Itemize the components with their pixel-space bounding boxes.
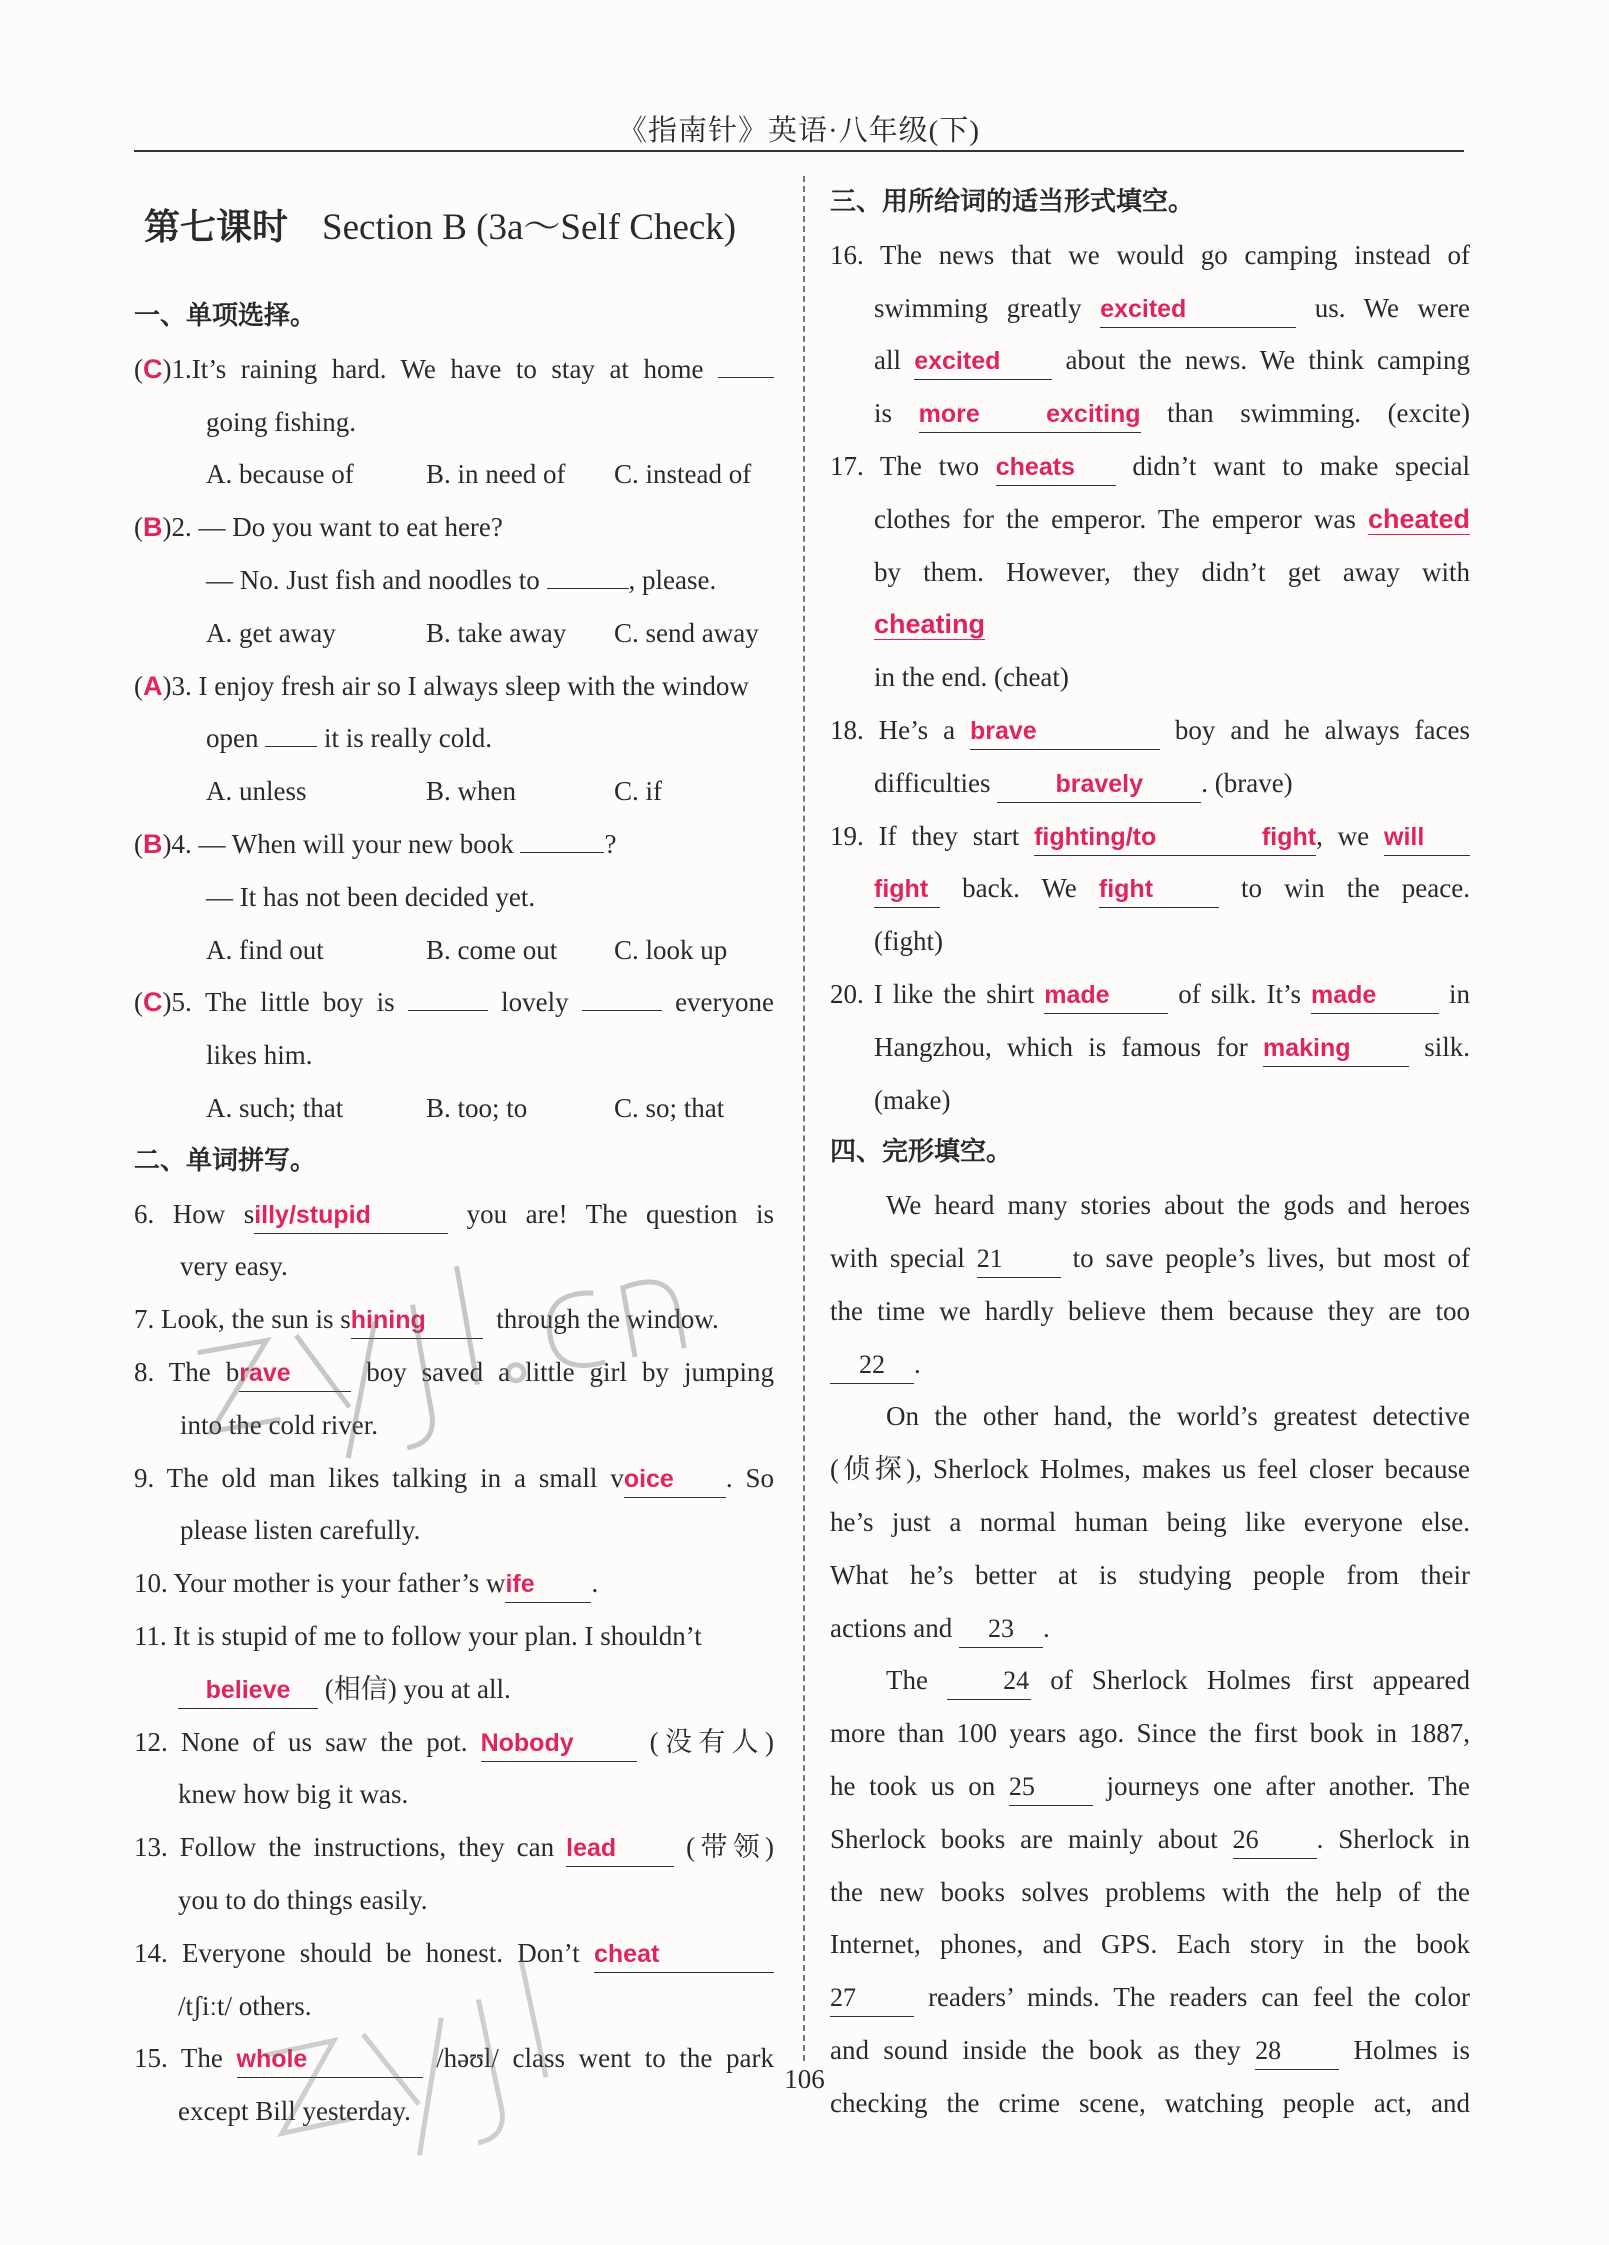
section-title-1: 一、单项选择。 (134, 301, 317, 331)
question-8: 8. The brave boy saved a little girl by jumping into the cold river. (134, 1356, 775, 1440)
question-12: 12. None of us saw the pot. Nobody (没有人) knew how big it was. (134, 1726, 775, 1810)
question-4: (B)4. — When will your new book ? — It has not been decided yet. A. find out B. come out C. look up (134, 828, 728, 965)
section-title-4: 四、完形填空。 (830, 1137, 1013, 1168)
question-15: 15. The whole /həʊl/ class went to the park except Bill yesterday. (134, 2043, 774, 2127)
question-10: 10. Your mother is your father’s wife . (134, 1557, 774, 1610)
section-title-3: 三、用所给词的适当形式填空。 (830, 187, 1195, 217)
question-13: 13. Follow the instructions, they can lead (带领) you to do things easily. (134, 1832, 774, 1915)
left-column (134, 176, 774, 2138)
question-5: (C)5. The little boy is lovely everyone likes him. A. such; that B. too; to C. so; that (134, 987, 775, 1123)
question-14: 14. Everyone should be honest. Don’t cheat /tʃiːt/ others. (134, 1927, 774, 2033)
question-3: (A)3. I enjoy fresh air so I always sleep with the window open it is really cold. A. unless B. when C. if (134, 670, 749, 807)
page-number: 106 (784, 2064, 825, 2094)
question-11: 11. It is stupid of me to follow your plan. I shouldn’t believe (相信) you at all. (134, 1610, 774, 1716)
watermark-graphic (180, 1180, 820, 1500)
question-6: 6. How silly/stupid you are! The question is very easy. (134, 1198, 774, 1282)
question-16: 16. The news that we would go camping instead of swimming greatly excited us. We were all excited about the news. We think camping is more exciting than swimming. (excite) (830, 229, 1470, 440)
cloze-paragraph-3: The 24 of Sherlock Holmes first appeared more than 100 years ago. Since the first book in 1887, he took us on 25 journeys one after another. The Sherlock books are mainly about 26 . Sherlock in the new books solves problems with the help of the Internet, phones, and GPS. Each story in the book 27 readers’ minds. The readers can feel the color and sound inside the book as they 28 Holmes is checking the crime scene, watching people act, and (830, 1665, 1471, 2118)
watermark-graphic-2 (250, 1940, 810, 2160)
lesson-title: 第七课时 Section B (3a～Self Check) (144, 207, 737, 248)
question-19: 19. If they start fighting/to fight, we will fight back. We fight to win the peace. (fight) (830, 820, 1470, 957)
right-column (830, 176, 1470, 2129)
cloze-paragraph-1: We heard many stories about the gods and heroes with special 21 to save people’s lives, but most of the time we hardly believe them because they are too 22 . (830, 1179, 1470, 1390)
question-9: 9. The old man likes talking in a small voice . So please listen carefully. (134, 1462, 774, 1546)
question-1: (C)1. It’s raining hard. We have to stay at home going fishing. A. because of B. in need of C. instead of (134, 343, 774, 501)
header-rule (134, 150, 1464, 152)
cloze-paragraph-2: On the other hand, the world’s greatest detective (侦探), Sherlock Holmes, makes us feel closer because he’s just a normal human being like everyone else. What he’s better at is studying people from their actions and 23 . (830, 1390, 1470, 1654)
section-title-2: 二、单词拼写。 (134, 1145, 317, 1176)
question-2: (B)2. — Do you want to eat here? — No. Just fish and noodles to , please. A. get away B. take away C. send away (134, 512, 759, 648)
question-7: 7. Look, the sun is shining through the window. (134, 1293, 774, 1346)
question-20: 20. I like the shirt made of silk. It’s made in Hangzhou, which is famous for making silk. (make) (830, 978, 1471, 1115)
question-18: 18. He’s a brave boy and he always faces difficulties bravely . (brave) (830, 704, 1470, 810)
page-header: 《指南针》英语·八年级(下) (618, 115, 980, 147)
column-divider (803, 176, 805, 2061)
question-17: 17. The two cheats didn’t want to make special clothes for the emperor. The emperor was cheated by them. However, they didn’t get away with cheating in the end. (cheat) (830, 450, 1471, 693)
